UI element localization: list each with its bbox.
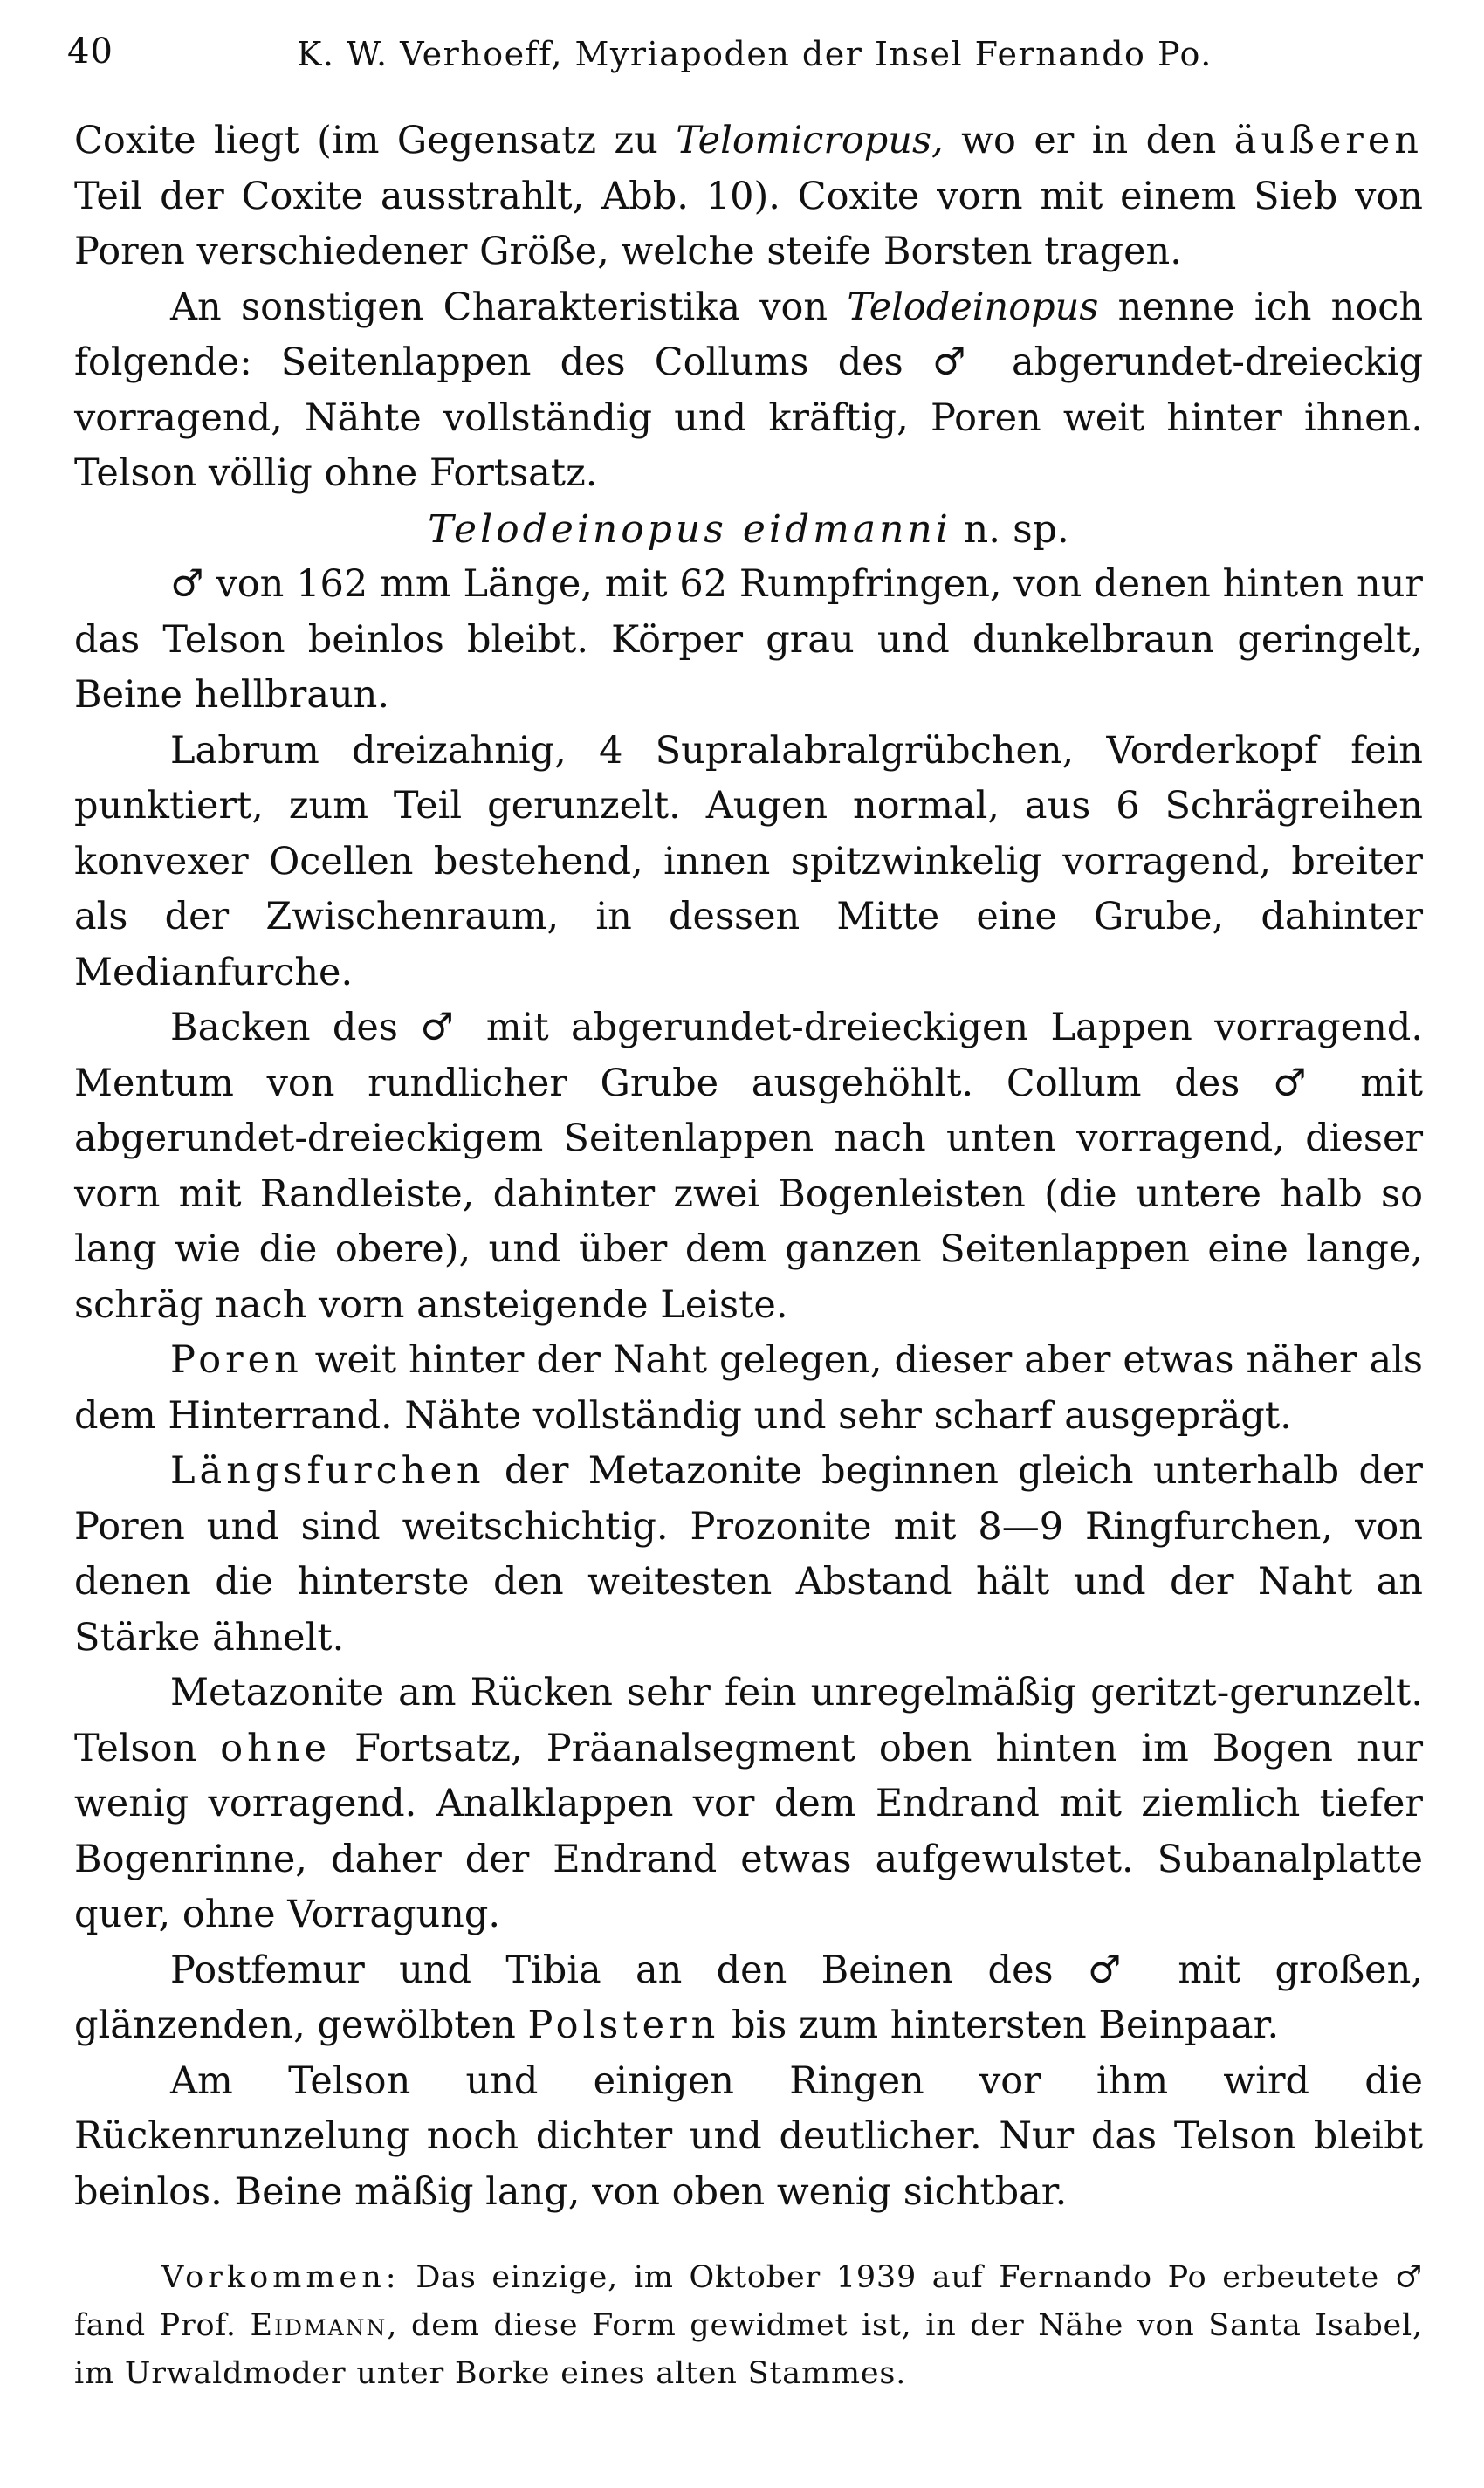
paragraph-7: Längsfurchen der Metazonite beginnen gleich unterhalb der Poren und sind weitschichtig. Prozonite mit 8—9 Ringfurchen, von denen die hinterste den weitesten Abstand hält und der Naht an Stärke ähnelt. xyxy=(74,1449,1423,1660)
paragraph-9: Postfemur und Tibia an den Beinen des ♂ mit großen, glänzenden, gewölbten Polstern bis zum hintersten Beinpaar. xyxy=(74,1948,1423,2047)
page-header xyxy=(67,31,1423,84)
paragraph-8: Metazonite am Rücken sehr fein unregelmäßig geritzt-gerunzelt. Telson ohne Fortsatz, Präanalsegment oben hinten im Bogen nur wenig vorragend. Analklappen vor dem Endrand mit ziemlich tiefer Bogenrinne, daher der Endrand etwas aufgewulstet. Subanalplatte quer, ohne Vorragung. xyxy=(74,1671,1424,1936)
body-text xyxy=(74,113,1423,2220)
paragraph-6: Poren weit hinter der Naht gelegen, dieser aber etwas näher als dem Hinterrand. Nähte vollständig und sehr scharf ausgeprägt. xyxy=(74,1338,1423,1438)
page-number: 40 xyxy=(67,31,113,72)
occurrence-note: Vorkommen: Das einzige, im Oktober 1939 auf Fernando Po erbeutete ♂ fand Prof. Eidmann, dem diese Form gewidmet ist, in der Nähe von Santa Isabel, im Urwaldmoder unter Borke eines alten Stammes. xyxy=(74,2260,1423,2391)
paragraph-4: Labrum dreizahnig, 4 Supralabralgrübchen, Vorderkopf fein punktiert, zum Teil gerunzelt. Augen normal, aus 6 Schrägreihen konvexer Ocellen bestehend, innen spitzwinkelig vorragend, breiter als der Zwischenraum, in dessen Mitte eine Grube, dahinter Medianfurche. xyxy=(74,728,1423,994)
paragraph-5: Backen des ♂ mit abgerundet-dreieckigen Lappen vorragend. Mentum von rundlicher Grube ausgehöhlt. Collum des ♂ mit abgerundet-dreieckigem Seitenlappen nach unten vorragend, dieser vorn mit Randleiste, dahinter zwei Bogenleisten (die untere halb so lang wie die obere), und über dem ganzen Seitenlappen eine lange, schräg nach vorn ansteigende Leiste. xyxy=(74,1006,1423,1327)
genus-name: Telomicropus, xyxy=(676,119,944,162)
paragraph-10: Am Telson und einigen Ringen vor ihm wird die Rückenrunzelung noch dichter und deutlicher. Nur das Telson bleibt beinlos. Beine mäßig lang, von oben wenig sichtbar. xyxy=(74,2058,1423,2214)
species-name: Telodeinopus eidmanni xyxy=(428,506,952,552)
paragraph-3: ♂ von 162 mm Länge, mit 62 Rumpfringen, von denen hinten nur das Telson beinlos bleibt. Körper grau und dunkelbraun geringelt, Beine hellbraun. xyxy=(74,562,1423,717)
paragraph-1: Coxite liegt (im Gegensatz zu Telomicropus, wo er in den äußeren Teil der Coxite ausstrahlt, Abb. 10). Coxite vorn mit einem Sieb von Poren verschiedener Größe, welche steife Borsten tragen. xyxy=(74,119,1423,273)
occurrence-label: Vorkommen: xyxy=(161,2260,401,2295)
paragraph-2: An sonstigen Charakteristika von Telodeinopus nenne ich noch folgende: Seitenlappen des Collums des ♂ abgerundet-dreieckig vorragend, Nähte vollständig und kräftig, Poren weit hinter ihnen. Telson völlig ohne Fortsatz. xyxy=(74,285,1424,495)
author-name: Eidmann xyxy=(250,2308,388,2343)
running-title: K. W. Verhoeff, Myriapoden der Insel Fernando Po. xyxy=(297,35,1213,73)
genus-name: Telodeinopus xyxy=(847,285,1099,329)
species-heading: Telodeinopus eidmanni n. sp. xyxy=(428,506,1069,552)
